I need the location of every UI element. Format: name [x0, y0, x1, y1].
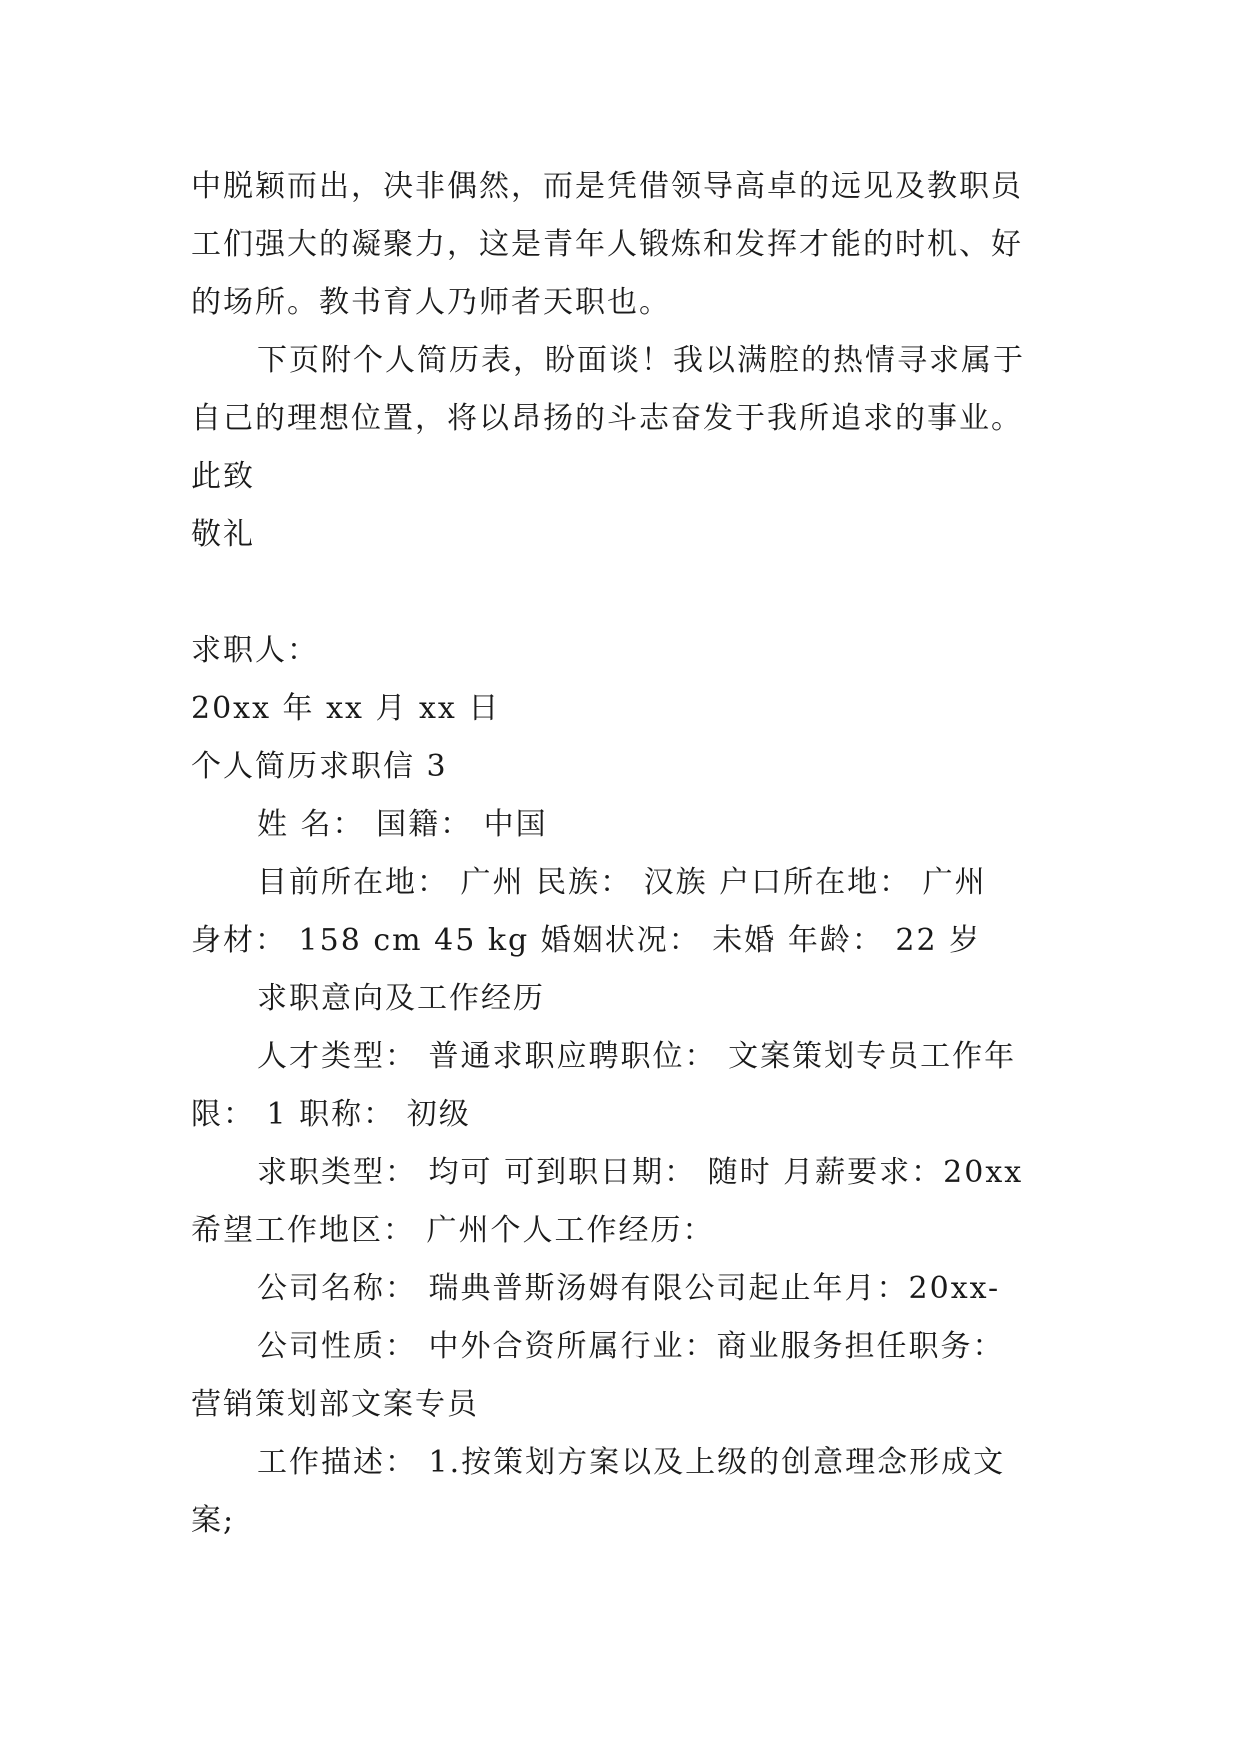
- signature-label: 求职人：: [191, 633, 319, 668]
- text-line: 公司性质： 中外合资所属行业：商业服务担任职务：: [257, 1329, 1005, 1364]
- date-line: 20xx 年 xx 月 xx 日: [191, 691, 501, 726]
- text-line: 工作描述： 1.按策划方案以及上级的创意理念形成文: [257, 1445, 1006, 1480]
- text-line: 身材： 158 cm 45 kg 婚姻状况： 未婚 年龄： 22 岁: [191, 923, 982, 958]
- text-line: 自己的理想位置，将以昂扬的斗志奋发于我所追求的事业。: [191, 401, 1023, 436]
- text-line: 中脱颖而出，决非偶然，而是凭借领导高卓的远见及教职员: [191, 169, 1023, 204]
- text-line: 下页附个人简历表，盼面谈！我以满腔的热情寻求属于: [257, 343, 1025, 378]
- text-line: 案;: [191, 1503, 236, 1538]
- text-line: 公司名称： 瑞典普斯汤姆有限公司起止年月：20xx-: [257, 1271, 1001, 1306]
- text-line: 营销策划部文案专员: [191, 1387, 479, 1422]
- section-title: 个人简历求职信 3: [191, 749, 448, 784]
- blank-gap: [191, 564, 1051, 622]
- text-line: 求职意向及工作经历: [257, 981, 545, 1016]
- text-line: 人才类型： 普通求职应聘职位： 文案策划专员工作年: [257, 1039, 1017, 1074]
- closing-line: 此致: [191, 459, 255, 494]
- text-line: 希望工作地区： 广州个人工作经历：: [191, 1213, 715, 1248]
- text-line: 求职类型： 均可 可到职日期： 随时 月薪要求：20xx: [257, 1155, 1024, 1190]
- text-line: 限： 1 职称： 初级: [191, 1097, 471, 1132]
- closing-line: 敬礼: [191, 517, 255, 552]
- document-body: [191, 158, 1051, 1550]
- text-line: 工们强大的凝聚力，这是青年人锻炼和发挥才能的时机、好: [191, 227, 1023, 262]
- text-line: 的场所。教书育人乃师者天职也。: [191, 285, 671, 320]
- text-line: 姓 名： 国籍： 中国: [257, 807, 548, 842]
- text-line: 目前所在地： 广州 民族： 汉族 户口所在地： 广州: [257, 865, 987, 900]
